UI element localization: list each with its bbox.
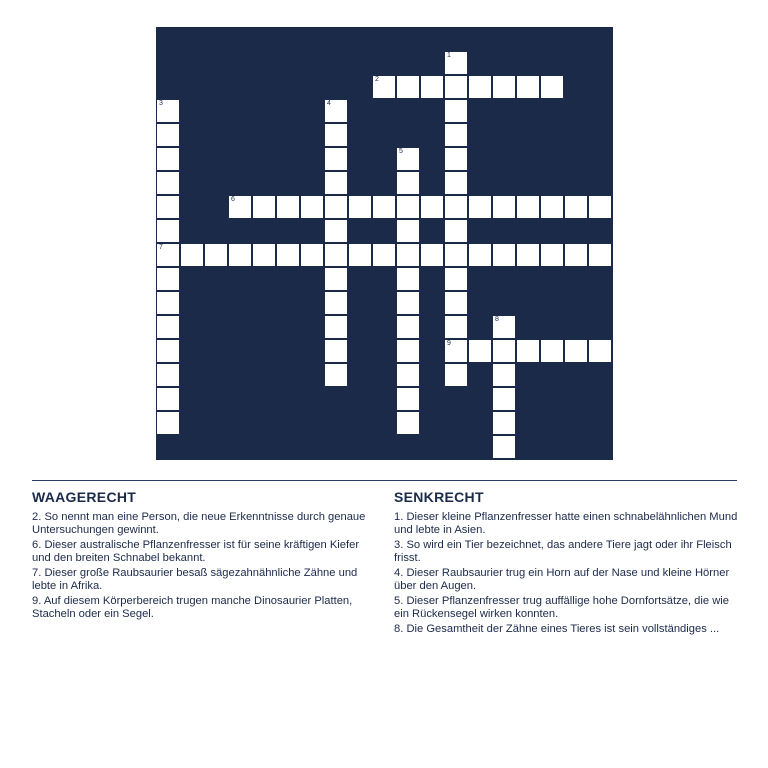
grid-cell[interactable] <box>565 340 587 362</box>
grid-cell[interactable] <box>469 196 491 218</box>
grid-cell[interactable] <box>565 196 587 218</box>
grid-cell[interactable] <box>157 220 179 242</box>
grid-cell[interactable] <box>301 244 323 266</box>
grid-cell[interactable] <box>253 244 275 266</box>
grid-cell[interactable] <box>397 364 419 386</box>
grid-cell[interactable] <box>445 172 467 194</box>
grid-cell[interactable] <box>157 388 179 410</box>
grid-cell[interactable] <box>469 76 491 98</box>
grid-cell[interactable] <box>157 148 179 170</box>
grid-cell[interactable] <box>325 268 347 290</box>
down-clue-3: 3. So wird ein Tier bezeichnet, das andere Tiere jagt oder ihr Fleisch frisst. <box>394 539 732 564</box>
divider <box>32 480 737 481</box>
grid-cell[interactable] <box>157 364 179 386</box>
clue-number: 1 <box>447 52 451 59</box>
crossword-grid <box>156 27 613 460</box>
grid-cell[interactable] <box>445 292 467 314</box>
grid-cell[interactable] <box>397 316 419 338</box>
grid-cell[interactable] <box>397 148 419 170</box>
grid-cell[interactable] <box>325 148 347 170</box>
grid-cell[interactable] <box>277 244 299 266</box>
across-heading: WAAGERECHT <box>32 489 137 505</box>
grid-cell[interactable] <box>397 244 419 266</box>
grid-cell[interactable] <box>157 292 179 314</box>
grid-cell[interactable] <box>253 196 275 218</box>
down-heading: SENKRECHT <box>394 489 484 505</box>
across-clue-6: 6. Dieser australische Pflanzenfresser ist für seine kräftigen Kiefer und den breiten Schnabel bekannt. <box>32 539 360 564</box>
grid-cell[interactable] <box>325 100 347 122</box>
grid-cell[interactable] <box>325 244 347 266</box>
clue-number: 2 <box>375 76 379 83</box>
grid-cell[interactable] <box>493 388 515 410</box>
across-clues-section <box>32 489 377 623</box>
clue-number: 9 <box>447 340 451 347</box>
grid-cell[interactable] <box>157 340 179 362</box>
grid-cell[interactable] <box>493 340 515 362</box>
grid-cell[interactable] <box>205 244 227 266</box>
grid-cell[interactable] <box>157 124 179 146</box>
down-clue-5: 5. Dieser Pflanzenfresser trug auffällige hohe Dornfortsätze, die wie ein Rückensegel wirken konnten. <box>394 595 729 620</box>
down-clue-1: 1. Dieser kleine Pflanzenfresser hatte einen schnabelähnlichen Mund und lebte in Asien. <box>394 511 738 536</box>
grid-cell[interactable] <box>445 316 467 338</box>
grid-cell[interactable] <box>397 412 419 434</box>
grid-cell[interactable] <box>181 244 203 266</box>
grid-cell[interactable] <box>325 172 347 194</box>
clue-number: 7 <box>159 244 163 251</box>
grid-cell[interactable] <box>493 244 515 266</box>
grid-cell[interactable] <box>445 220 467 242</box>
grid-cell[interactable] <box>157 196 179 218</box>
grid-cell[interactable] <box>373 244 395 266</box>
grid-cell[interactable] <box>325 316 347 338</box>
grid-cell[interactable] <box>157 244 179 266</box>
grid-cell[interactable] <box>397 76 419 98</box>
grid-cell[interactable] <box>445 244 467 266</box>
grid-cell[interactable] <box>589 340 611 362</box>
clue-number: 4 <box>327 100 331 107</box>
grid-cell[interactable] <box>565 244 587 266</box>
grid-cell[interactable] <box>589 196 611 218</box>
grid-cell[interactable] <box>493 76 515 98</box>
grid-cell[interactable] <box>373 76 395 98</box>
grid-cell[interactable] <box>541 244 563 266</box>
grid-cell[interactable] <box>493 436 515 458</box>
grid-cell[interactable] <box>397 340 419 362</box>
grid-cell[interactable] <box>445 124 467 146</box>
grid-cell[interactable] <box>229 196 251 218</box>
down-clues-section <box>394 489 739 638</box>
grid-cell[interactable] <box>397 172 419 194</box>
grid-cell[interactable] <box>397 292 419 314</box>
grid-cell[interactable] <box>397 220 419 242</box>
grid-cell[interactable] <box>445 148 467 170</box>
grid-cell[interactable] <box>493 196 515 218</box>
across-clue-2: 2. So nennt man eine Person, die neue Erkenntnisse durch genaue Untersuchungen gewinnt. <box>32 511 366 536</box>
grid-cell[interactable] <box>325 124 347 146</box>
grid-cell[interactable] <box>157 100 179 122</box>
grid-cell[interactable] <box>277 196 299 218</box>
grid-cell[interactable] <box>325 196 347 218</box>
grid-cell[interactable] <box>469 340 491 362</box>
grid-cell[interactable] <box>541 196 563 218</box>
grid-cell[interactable] <box>445 76 467 98</box>
grid-cell[interactable] <box>421 76 443 98</box>
clue-number: 5 <box>399 148 403 155</box>
clue-number: 8 <box>495 316 499 323</box>
grid-cell[interactable] <box>445 100 467 122</box>
grid-cell[interactable] <box>397 268 419 290</box>
grid-cell[interactable] <box>421 244 443 266</box>
grid-cell[interactable] <box>541 76 563 98</box>
grid-cell[interactable] <box>157 412 179 434</box>
across-clue-9: 9. Auf diesem Körperbereich trugen manche Dinosaurier Platten, Stacheln oder ein Segel. <box>32 595 353 620</box>
grid-cell[interactable] <box>397 388 419 410</box>
grid-cell[interactable] <box>445 268 467 290</box>
grid-cell[interactable] <box>445 52 467 74</box>
grid-cell[interactable] <box>349 244 371 266</box>
grid-cell[interactable] <box>517 340 539 362</box>
grid-cell[interactable] <box>589 244 611 266</box>
grid-cell[interactable] <box>421 196 443 218</box>
grid-cell[interactable] <box>469 244 491 266</box>
grid-cell[interactable] <box>493 412 515 434</box>
grid-cell[interactable] <box>445 340 467 362</box>
grid-cell[interactable] <box>157 316 179 338</box>
grid-cell[interactable] <box>517 196 539 218</box>
grid-cell[interactable] <box>229 244 251 266</box>
grid-cell[interactable] <box>517 244 539 266</box>
grid-cell[interactable] <box>157 172 179 194</box>
grid-cell[interactable] <box>349 196 371 218</box>
grid-cell[interactable] <box>325 340 347 362</box>
grid-cell[interactable] <box>517 76 539 98</box>
grid-cell[interactable] <box>493 316 515 338</box>
grid-cell[interactable] <box>325 364 347 386</box>
clue-number: 3 <box>159 100 163 107</box>
grid-cell[interactable] <box>397 196 419 218</box>
grid-cell[interactable] <box>493 364 515 386</box>
across-clue-7: 7. Dieser große Raubsaurier besaß sägezahnähnliche Zähne und lebte in Afrika. <box>32 567 358 592</box>
down-clue-4: 4. Dieser Raubsaurier trug ein Horn auf der Nase und kleine Hörner über den Augen. <box>394 567 730 592</box>
grid-cell[interactable] <box>325 220 347 242</box>
grid-cell[interactable] <box>325 292 347 314</box>
clue-number: 6 <box>231 196 235 203</box>
down-clue-8: 8. Die Gesamtheit der Zähne eines Tieres ist sein vollständiges ... <box>394 623 720 635</box>
grid-cell[interactable] <box>445 196 467 218</box>
grid-cell[interactable] <box>445 364 467 386</box>
grid-cell[interactable] <box>541 340 563 362</box>
grid-cell[interactable] <box>157 268 179 290</box>
grid-cell[interactable] <box>301 196 323 218</box>
grid-cell[interactable] <box>373 196 395 218</box>
